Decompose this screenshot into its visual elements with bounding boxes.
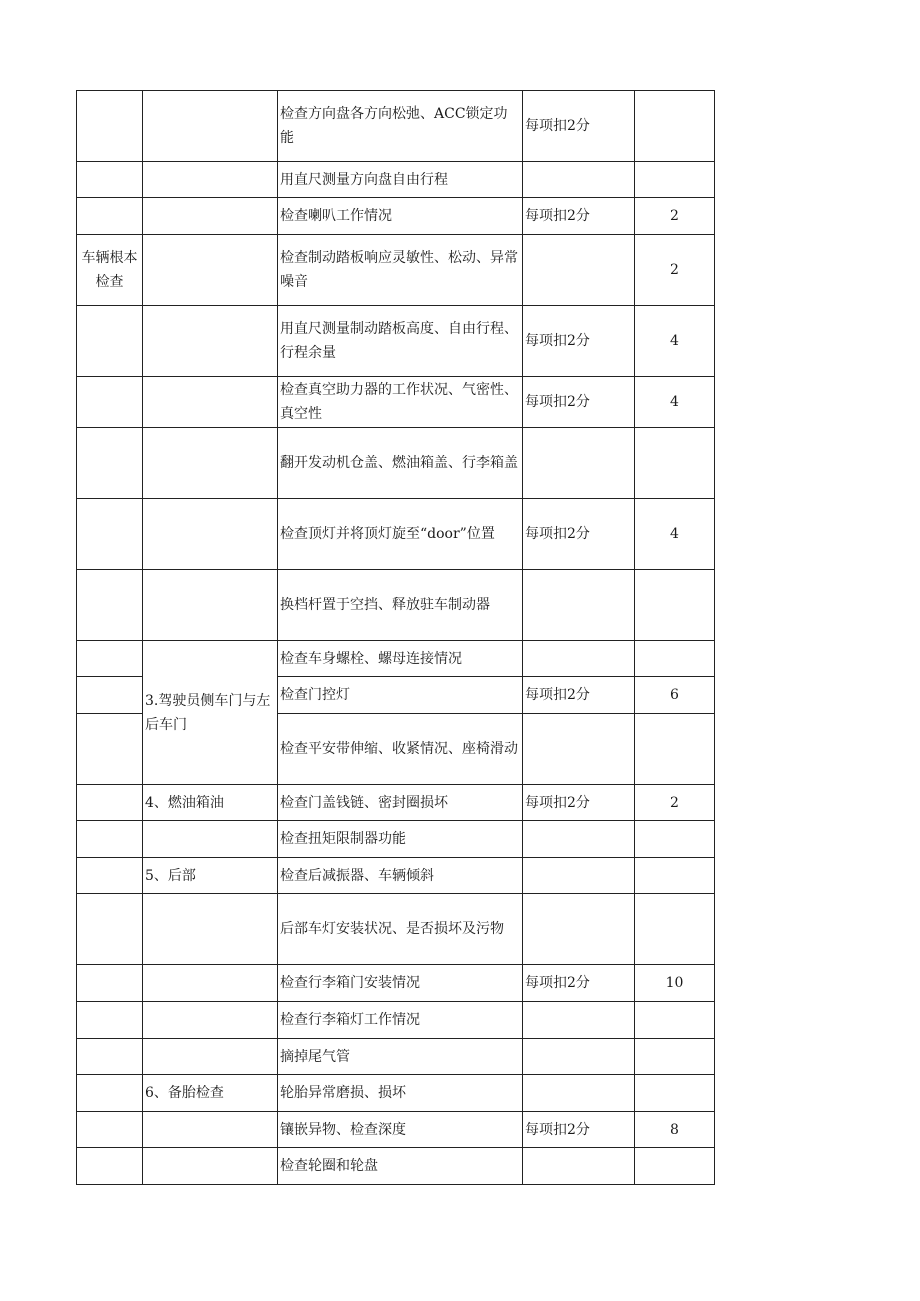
group-cell xyxy=(143,428,278,499)
group-label-spare: 6、备胎检查 xyxy=(143,1075,278,1112)
table-row xyxy=(77,785,715,821)
item-cell: 检查车身螺栓、螺母连接情况 xyxy=(278,641,523,677)
group-cell xyxy=(143,306,278,377)
category-cell xyxy=(77,1002,143,1039)
rule-cell: 每项扣2分 xyxy=(523,377,635,428)
score-cell: 2 xyxy=(635,785,715,821)
rule-cell: 每项扣2分 xyxy=(523,1112,635,1148)
rule-cell xyxy=(523,821,635,858)
rule-cell xyxy=(523,714,635,785)
score-cell: 4 xyxy=(635,377,715,428)
category-cell xyxy=(77,677,143,714)
item-cell: 换档杆置于空挡、释放驻车制动器 xyxy=(278,570,523,641)
rule-cell xyxy=(523,1039,635,1075)
item-cell: 检查后减振器、车辆倾斜 xyxy=(278,858,523,894)
group-cell xyxy=(143,965,278,1002)
category-cell xyxy=(77,198,143,235)
group-cell xyxy=(143,499,278,570)
group-cell xyxy=(143,1148,278,1185)
score-cell: 2 xyxy=(635,235,715,306)
table-row xyxy=(77,306,715,377)
table-row xyxy=(77,641,715,677)
item-cell: 检查制动踏板响应灵敏性、松动、异常噪音 xyxy=(278,235,523,306)
category-cell xyxy=(77,641,143,677)
group-cell xyxy=(143,1039,278,1075)
table-row xyxy=(77,858,715,894)
group-label-rear: 5、后部 xyxy=(143,858,278,894)
group-label-door: 3.驾驶员侧车门与左后车门 xyxy=(143,641,278,785)
rule-cell xyxy=(523,641,635,677)
table-row xyxy=(77,499,715,570)
category-cell xyxy=(77,785,143,821)
table-row xyxy=(77,377,715,428)
item-cell: 后部车灯安装状况、是否损坏及污物 xyxy=(278,894,523,965)
score-cell: 2 xyxy=(635,198,715,235)
item-cell: 检查轮圈和轮盘 xyxy=(278,1148,523,1185)
group-cell xyxy=(143,1112,278,1148)
score-cell: 10 xyxy=(635,965,715,1002)
score-cell xyxy=(635,1148,715,1185)
table-row xyxy=(77,570,715,641)
category-cell xyxy=(77,821,143,858)
group-cell xyxy=(143,821,278,858)
score-cell xyxy=(635,1039,715,1075)
table-row xyxy=(77,1112,715,1148)
rule-cell xyxy=(523,428,635,499)
item-cell: 翻开发动机仓盖、燃油箱盖、行李箱盖 xyxy=(278,428,523,499)
item-cell: 检查门盖钱链、密封圈损坏 xyxy=(278,785,523,821)
rule-cell: 每项扣2分 xyxy=(523,499,635,570)
item-cell: 用直尺测量方向盘自由行程 xyxy=(278,162,523,198)
rule-cell xyxy=(523,1075,635,1112)
item-cell: 检查平安带伸缩、收紧情况、座椅滑动 xyxy=(278,714,523,785)
category-cell xyxy=(77,377,143,428)
score-cell xyxy=(635,1002,715,1039)
score-cell xyxy=(635,570,715,641)
item-cell: 检查方向盘各方向松弛、ACC锁定功能 xyxy=(278,91,523,162)
item-cell: 检查行李箱灯工作情况 xyxy=(278,1002,523,1039)
rule-cell: 每项扣2分 xyxy=(523,677,635,714)
group-cell xyxy=(143,235,278,306)
table-row xyxy=(77,1075,715,1112)
category-label: 车辆根本检查 xyxy=(77,235,143,306)
category-cell xyxy=(77,1039,143,1075)
item-cell: 检查门控灯 xyxy=(278,677,523,714)
category-cell xyxy=(77,1112,143,1148)
rule-cell xyxy=(523,162,635,198)
rule-cell: 每项扣2分 xyxy=(523,965,635,1002)
item-cell: 用直尺测量制动踏板高度、自由行程、行程余量 xyxy=(278,306,523,377)
table-row xyxy=(77,821,715,858)
table-row xyxy=(77,91,715,162)
table-row xyxy=(77,965,715,1002)
rule-cell xyxy=(523,570,635,641)
item-cell: 轮胎异常磨损、损坏 xyxy=(278,1075,523,1112)
inspection-table xyxy=(76,90,715,1185)
rule-cell: 每项扣2分 xyxy=(523,306,635,377)
score-cell xyxy=(635,894,715,965)
group-cell xyxy=(143,894,278,965)
group-cell xyxy=(143,198,278,235)
table-row xyxy=(77,198,715,235)
category-cell xyxy=(77,858,143,894)
rule-cell: 每项扣2分 xyxy=(523,91,635,162)
item-cell: 检查喇叭工作情况 xyxy=(278,198,523,235)
table-row xyxy=(77,428,715,499)
category-cell xyxy=(77,894,143,965)
score-cell xyxy=(635,821,715,858)
score-cell xyxy=(635,91,715,162)
score-cell xyxy=(635,428,715,499)
score-cell xyxy=(635,162,715,198)
score-cell: 4 xyxy=(635,499,715,570)
rule-cell: 每项扣2分 xyxy=(523,198,635,235)
item-cell: 检查顶灯并将顶灯旋至“door”位置 xyxy=(278,499,523,570)
item-cell: 镶嵌异物、检查深度 xyxy=(278,1112,523,1148)
table-row xyxy=(77,235,715,306)
table-row xyxy=(77,894,715,965)
group-cell xyxy=(143,1002,278,1039)
rule-cell xyxy=(523,235,635,306)
rule-cell xyxy=(523,1002,635,1039)
category-cell xyxy=(77,428,143,499)
score-cell xyxy=(635,858,715,894)
group-cell xyxy=(143,570,278,641)
score-cell: 4 xyxy=(635,306,715,377)
rule-cell xyxy=(523,858,635,894)
item-cell: 检查行李箱门安装情况 xyxy=(278,965,523,1002)
rule-cell xyxy=(523,894,635,965)
group-cell xyxy=(143,377,278,428)
category-cell xyxy=(77,499,143,570)
category-cell xyxy=(77,306,143,377)
rule-cell xyxy=(523,1148,635,1185)
category-cell xyxy=(77,91,143,162)
category-cell xyxy=(77,1075,143,1112)
group-label-fuel: 4、燃油箱油 xyxy=(143,785,278,821)
table-row xyxy=(77,1148,715,1185)
score-cell xyxy=(635,1075,715,1112)
score-cell: 6 xyxy=(635,677,715,714)
table-row xyxy=(77,1039,715,1075)
score-cell xyxy=(635,641,715,677)
item-cell: 检查扭矩限制器功能 xyxy=(278,821,523,858)
category-cell xyxy=(77,570,143,641)
score-cell: 8 xyxy=(635,1112,715,1148)
item-cell: 摘掉尾气管 xyxy=(278,1039,523,1075)
group-cell xyxy=(143,162,278,198)
score-cell xyxy=(635,714,715,785)
category-cell xyxy=(77,714,143,785)
category-cell xyxy=(77,1148,143,1185)
rule-cell: 每项扣2分 xyxy=(523,785,635,821)
table-row xyxy=(77,162,715,198)
category-cell xyxy=(77,162,143,198)
category-cell xyxy=(77,965,143,1002)
item-cell: 检查真空助力器的工作状况、气密性、真空性 xyxy=(278,377,523,428)
table-row xyxy=(77,1002,715,1039)
group-cell xyxy=(143,91,278,162)
